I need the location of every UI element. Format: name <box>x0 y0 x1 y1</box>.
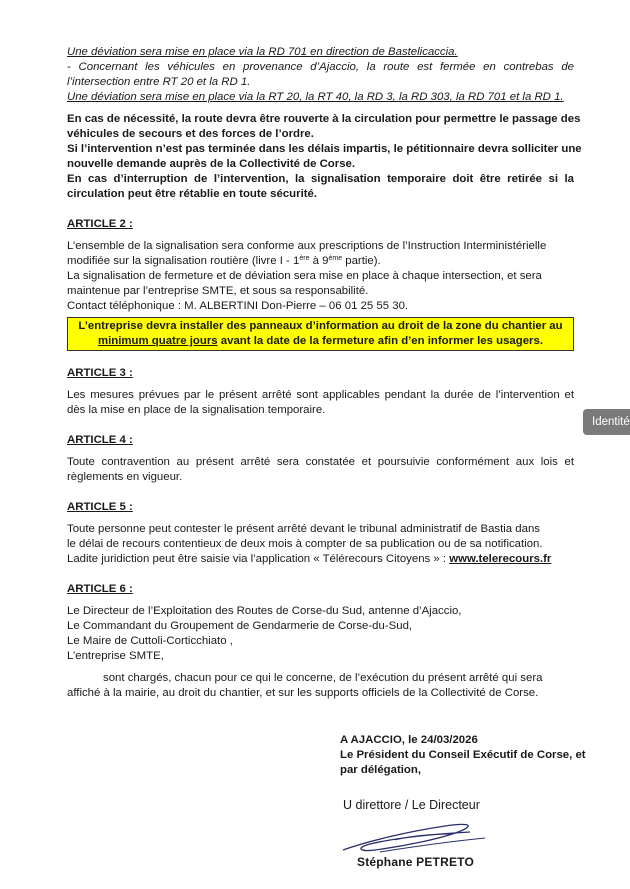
article-4-line-2: règlements en vigueur. <box>67 471 183 483</box>
article-5-line-3: Ladite juridiction peut être saisie via l’application « Télérecours Citoyens » : www.telerecours.fr <box>67 553 552 565</box>
article-2-title: ARTICLE 2 : <box>67 218 133 230</box>
article-6-line-3: Le Maire de Cuttoli-Corticchiato , <box>67 635 233 647</box>
bold-line-1: En cas de nécessité, la route devra être rouverte à la circulation pour permettre le passage des <box>67 113 581 125</box>
article-6-line-5: sont chargés, chacun pour ce qui le concerne, de l’exécution du présent arrêté qui sera <box>103 672 543 684</box>
highlight-line-2: minimum quatre jours avant la date de la fermeture afin d’en informer les usagers. <box>97 335 543 347</box>
article-2-line-2: modifiée sur la signalisation routière (livre I - 1ère à 9ème partie). <box>67 255 381 267</box>
article-2-line-3: La signalisation de fermeture et de déviation sera mise en place à chaque intersection, et sera <box>67 270 542 282</box>
handwritten-signature <box>335 812 495 860</box>
article-5-title: ARTICLE 5 : <box>67 501 133 513</box>
article-3-line-2: dès la mise en place de la signalisation temporaire. <box>67 404 326 416</box>
signature-block <box>340 733 590 778</box>
bold-line-2: véhicules de secours et des forces de l’ordre. <box>67 128 314 140</box>
director-title: U direttore / Le Directeur <box>343 798 480 812</box>
signatory-role-1: Le Président du Conseil Exécutif de Corse, et <box>340 749 586 761</box>
highlight-line-1: L’entreprise devra installer des panneaux d’information au droit de la zone du chantier au <box>78 320 563 332</box>
article-6-title: ARTICLE 6 : <box>67 583 133 595</box>
signatory-role-2: par délégation, <box>340 764 422 776</box>
intro-deviation-1: Une déviation sera mise en place via la RD 701 en direction de Bastelicaccia. <box>67 46 458 58</box>
article-5-line-2: le délai de recours contentieux de deux mois à compter de sa publication ou de sa notification. <box>67 538 543 550</box>
article-5-line-1: Toute personne peut contester le présent arrêté devant le tribunal administratif de Bastia dans <box>67 523 540 535</box>
bold-line-6: circulation peut être rétablie en toute sécurité. <box>67 188 318 200</box>
identite-side-tab[interactable]: Identité <box>583 409 630 435</box>
highlight-notice <box>67 317 574 351</box>
bold-line-3: Si l’intervention n’est pas terminée dans les délais impartis, le pétitionnaire devra solliciter une <box>67 143 582 155</box>
intro-deviation-2: Une déviation sera mise en place via la RT 20, la RT 40, la RD 3, la RD 303, la RD 701 et la RD 1. <box>67 91 564 103</box>
article-6-line-4: L’entreprise SMTE, <box>67 650 164 662</box>
article-4-title: ARTICLE 4 : <box>67 434 133 446</box>
document-body <box>67 45 582 701</box>
article-4-line-1: Toute contravention au présent arrêté sera constatée et poursuivie conformément aux lois et <box>67 456 574 468</box>
article-3-title: ARTICLE 3 : <box>67 367 133 379</box>
place-date: A AJACCIO, le 24/03/2026 <box>340 734 478 746</box>
bold-paragraph <box>67 112 582 202</box>
article-3-line-1: Les mesures prévues par le présent arrêté sont applicables pendant la durée de l’intervention et <box>67 389 574 401</box>
article-2-line-4: maintenue par l’entreprise SMTE, et sous sa responsabilité. <box>67 285 369 297</box>
bold-line-4: nouvelle demande auprès de la Collectivité de Corse. <box>67 158 356 170</box>
signer-name: Stéphane PETRETO <box>357 855 475 869</box>
article-2-contact: Contact téléphonique : M. ALBERTINI Don-Pierre – 06 01 25 55 30. <box>67 300 409 312</box>
article-6-line-1: Le Directeur de l’Exploitation des Routes de Corse-du Sud, antenne d’Ajaccio, <box>67 605 462 617</box>
article-2-line-1: L’ensemble de la signalisation sera conforme aux prescriptions de l’Instruction Interministérielle <box>67 240 547 252</box>
article-6-line-2: Le Commandant du Groupement de Gendarmerie de Corse-du-Sud, <box>67 620 413 632</box>
bold-line-5: En cas d’interruption de l’intervention, la signalisation temporaire doit être retirée si la <box>67 173 574 185</box>
article-6-line-6: affiché à la mairie, au droit du chantier, et sur les supports officiels de la Collectivité de Corse. <box>67 687 539 699</box>
telerecours-link[interactable]: www.telerecours.fr <box>449 553 552 565</box>
intro-line-3: l’intersection entre RT 20 et la RD 1. <box>67 76 251 88</box>
intro-line-2: - Concernant les véhicules en provenance d’Ajaccio, la route est fermée en contrebas de <box>67 61 574 73</box>
